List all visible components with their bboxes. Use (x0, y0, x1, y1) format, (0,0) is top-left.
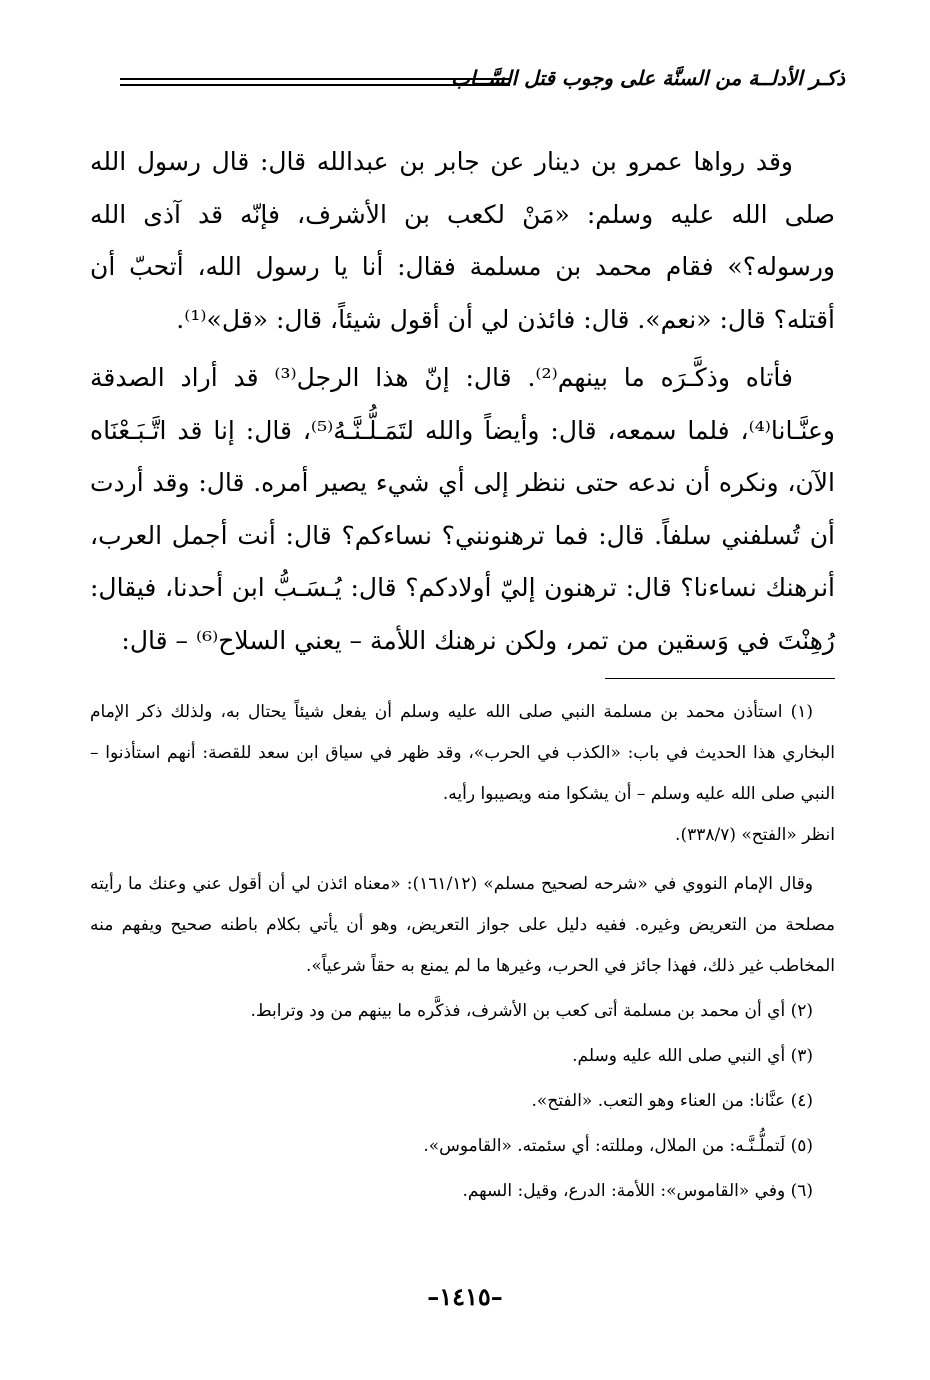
running-header (120, 62, 845, 102)
main-text (90, 136, 835, 667)
header-title: ذكـر الأدلــة من السنَّة على وجوب قتل السَّــاب (451, 66, 845, 90)
footnote-6: (٦) وفي «القاموس»: اللأمة: الدرع، وقيل: السهم. (462, 1181, 813, 1201)
footnote-1-reference: انظر «الفتح» (٣٣٨/٧). (675, 825, 835, 845)
footnote-1-nawawi: وقال الإمام النووي في «شرحه لصحيح مسلم» (١٦١/١٢): «معناه ائذن لي أن أقول عني وعنك ما رأيته مصلحة من التعريض وغيره. ففيه دليل على جواز التعريض، وهو أن يأتي بكلام باطنه صحيح ويفهم منه المخاطب غير ذلك، فهذا جائز في الحرب، وغيرها ما لم يمنع به حقاً شرعياً». (90, 874, 835, 976)
footnotes (90, 692, 835, 1212)
body-paragraph-1: وقد رواها عمرو بن دينار عن جابر بن عبدالله قال: قال رسول الله صلى الله عليه وسلم: «مَنْ لكعب بن الأشرف، فإنّه قد آذى الله ورسوله؟» فقام محمد بن مسلمة فقال: أنا يا رسول الله، أتحبّ أن أقتله؟ قال: «نعم». قال: فائذن لي أن أقول شيئاً، قال: «قل»⁽¹⁾. (90, 147, 835, 334)
header-rule-bottom (120, 84, 510, 86)
body-paragraph-2: فأتاه وذكَّـرَه ما بينهم⁽²⁾. قال: إنّ هذا الرجل⁽³⁾ قد أراد الصدقة وعنَّـانا⁽⁴⁾، فلما سمعه، قال: وأيضاً والله لتَمَـلُّـنَّـهُ⁽⁵⁾، قال: إنا قد اتَّـبَـعْنَاه الآن، ونكره أن ندعه حتى ننظر إلى أي شيء يصير أمره. قال: وقد أردت أن تُسلفني سلفاً. قال: فما ترهنونني؟ نساءكم؟ قال: أنت أجمل العرب، أنرهنك نساءنا؟ قال: ترهنون إليّ أولادكم؟ قال: يُـسَـبُّ ابن أحدنا، فيقال: رُهِنْتَ في وَسقين من تمر، ولكن نرهنك اللأمة – يعني السلاح⁽⁶⁾ – قال: (90, 363, 835, 655)
footnote-separator (605, 678, 835, 679)
footnote-4: (٤) عنَّانا: من العناء وهو التعب. «الفتح». (531, 1091, 813, 1111)
footnote-3: (٣) أي النبي صلى الله عليه وسلم. (572, 1046, 813, 1066)
footnote-5: (٥) لَتملُّـنَّـه: من الملال، ومللته: أي سئمته. «القاموس». (423, 1136, 813, 1156)
header-rule-top (120, 78, 510, 80)
footnote-1: (١) استأذن محمد بن مسلمة النبي صلى الله عليه وسلم أن يفعل شيئاً يحتال به، ولذلك ذكر الإمام البخاري هذا الحديث في باب: «الكذب في الحرب»، وقد ظهر في سياق ابن سعد للقصة: أنهم استأذنوا – النبي صلى الله عليه وسلم – أن يشكوا منه ويصيبوا رأيه. (90, 702, 835, 804)
footnote-2: (٢) أي أن محمد بن مسلمة أتى كعب بن الأشرف، فذكَّره ما بينهم من ود وترابط. (250, 1001, 813, 1021)
page-number: –١٤١٥– (427, 1282, 503, 1311)
